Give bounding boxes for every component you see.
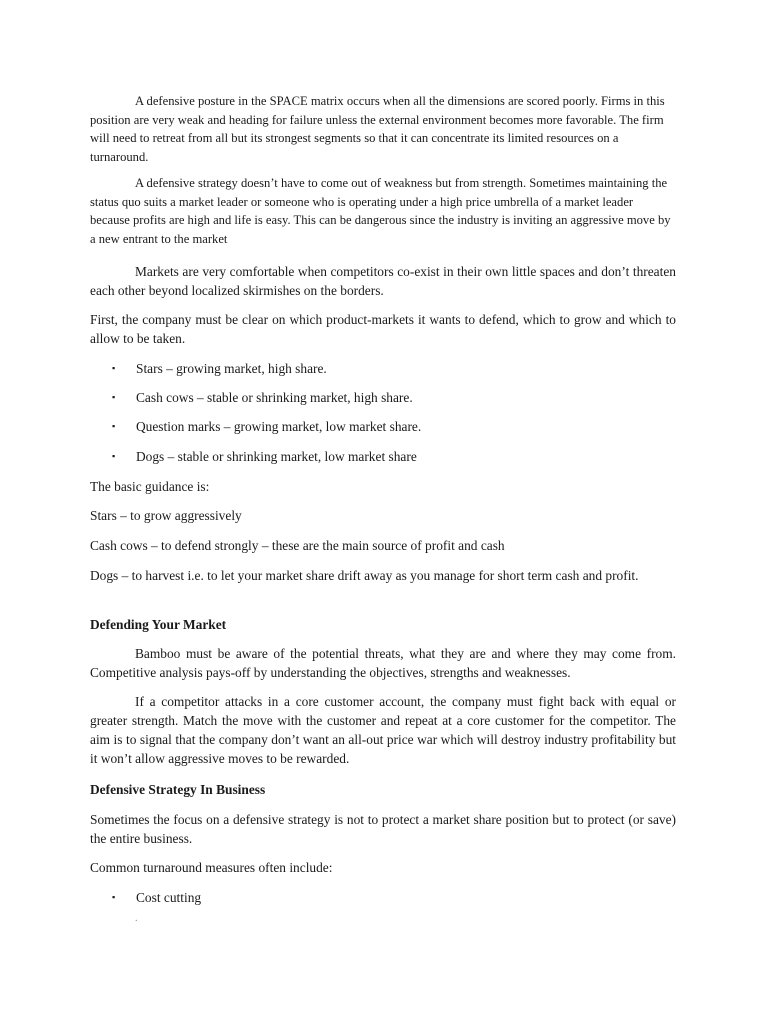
- guidance-dogs: Dogs – to harvest i.e. to let your market share drift away as you manage for short term cash and profit.: [90, 568, 639, 583]
- list-item-text: Question marks – growing market, low market share.: [136, 419, 422, 434]
- guidance-stars: Stars – to grow aggressively: [90, 508, 242, 523]
- guidance-cash-cows: Cash cows – to defend strongly – these are the main source of profit and cash: [90, 538, 505, 553]
- paragraph-protect-business: Sometimes the focus on a defensive strategy is not to protect a market share position but to protect (or save) the entire business.: [90, 812, 676, 846]
- paragraph-markets-comfortable: Markets are very comfortable when competitors co-exist in their own little spaces and don’t threaten each other beyond localized skirmishes on the borders.: [90, 264, 676, 298]
- bullet-icon: ▪: [112, 421, 116, 431]
- paragraph-defensive-strength: A defensive strategy doesn’t have to come out of weakness but from strength. Sometimes maintaining the status quo suits a market leader or someone who is operating under a high price umbrella of a market leader because profits are high and life is easy. This can be dangerous since the industry is inviting an aggressive move by a new entrant to the market: [90, 176, 671, 246]
- list-item-text: Cash cows – stable or shrinking market, high share.: [136, 390, 413, 405]
- section-heading-defensive-strategy: Defensive Strategy In Business: [90, 782, 266, 797]
- paragraph-competitor-attack: If a competitor attacks in a core customer account, the company must fight back with equal or greater strength. Match the move with the customer and repeat at a core customer for the competitor. The aim is to signal that the company don’t want an all-out price war which will destroy industry profitability but it won’t allow aggressive moves to be rewarded.: [90, 694, 676, 766]
- bullet-icon: ▪: [112, 451, 116, 461]
- bullet-icon: ▪: [112, 392, 116, 402]
- guidance-intro: The basic guidance is:: [90, 479, 210, 494]
- paragraph-bamboo-threats: Bamboo must be aware of the potential threats, what they are and where they may come from. Competitive analysis pays-off by understanding the objectives, strengths and weaknesses.: [90, 646, 676, 680]
- bullet-icon: ▪: [112, 363, 116, 373]
- trailing-mark: .: [135, 913, 138, 924]
- list-item-text: Stars – growing market, high share.: [136, 361, 327, 376]
- list-item-text: Dogs – stable or shrinking market, low market share: [136, 449, 417, 464]
- list-item-text: Cost cutting: [136, 890, 202, 905]
- paragraph-product-markets: First, the company must be clear on which product-markets it wants to defend, which to grow and which to allow to be taken.: [90, 312, 676, 346]
- section-heading-defending-market: Defending Your Market: [90, 617, 227, 632]
- bullet-icon: ▪: [112, 892, 116, 902]
- paragraph-turnaround-intro: Common turnaround measures often include:: [90, 860, 333, 875]
- paragraph-space-matrix: A defensive posture in the SPACE matrix occurs when all the dimensions are scored poorly. Firms in this position are very weak and heading for failure unless the external environment becomes more favorable. The firm will need to retreat from all but its strongest segments so that it can concentrate its limited resources on a turnaround.: [90, 94, 665, 164]
